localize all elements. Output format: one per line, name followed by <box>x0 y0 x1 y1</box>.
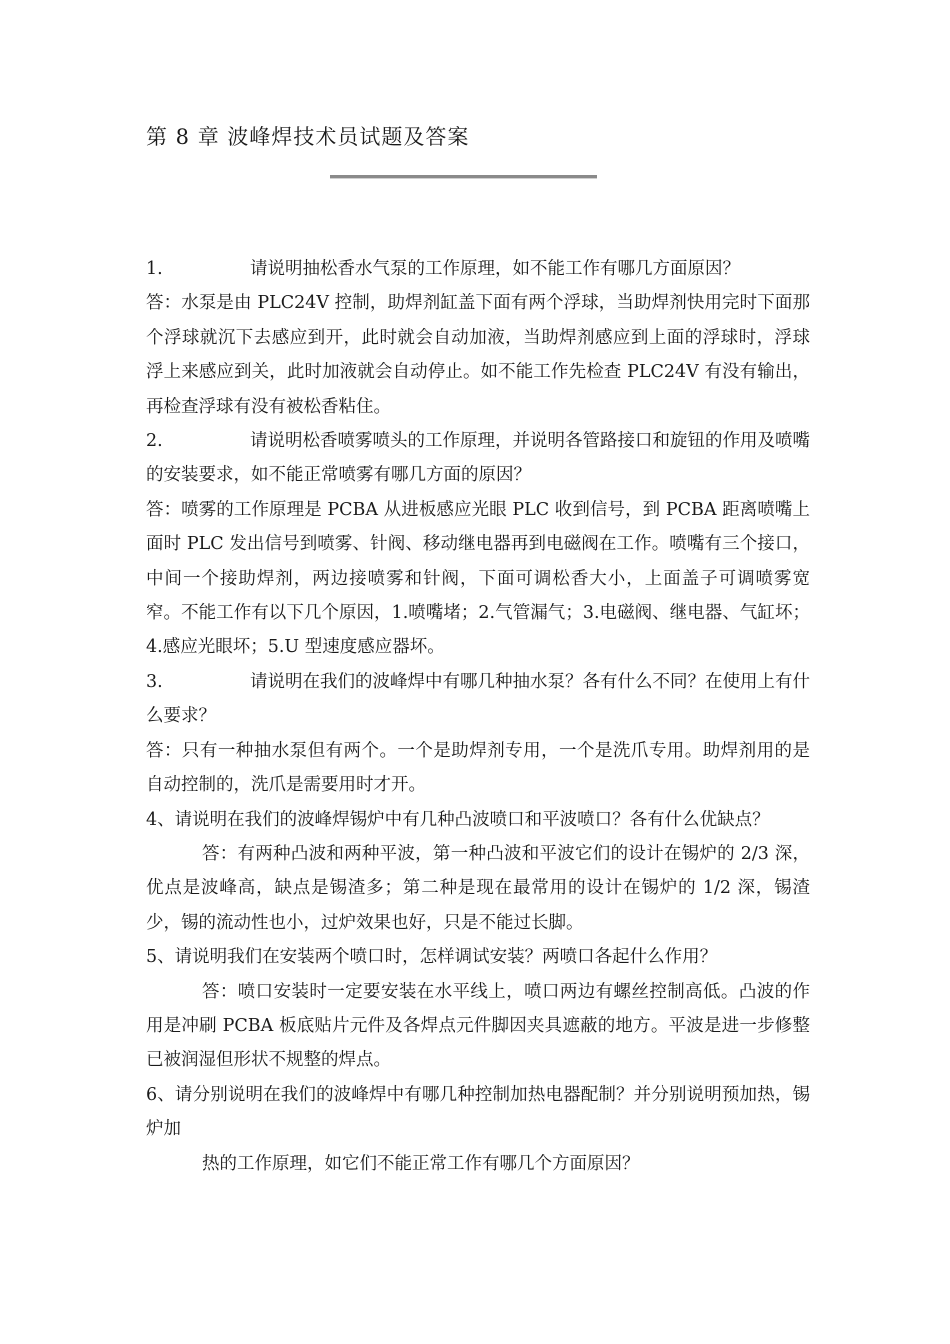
title-divider <box>330 175 597 179</box>
document-body <box>146 252 810 1181</box>
question-6: 6、请分别说明在我们的波峰焊中有哪几种控制加热电器配制？并分别说明预加热，锡炉加 <box>146 1084 810 1140</box>
question-2 <box>146 424 810 493</box>
answer-2: 答：喷雾的工作原理是 PCBA 从进板感应光眼 PLC 收到信号，到 PCBA 距离喷嘴上面时 PLC 发出信号到喷雾、针阀、移动继电器再到电磁阀在工作。喷嘴有三个接口，中间一个接助焊剂，两边接喷雾和针阀，下面可调松香大小，上面盖子可调喷雾宽窄。不能工作有以下几个原因，1.喷嘴堵；2.气管漏气；3.电磁阀、继电器、气缸坏；4.感应光眼坏；5.U 型速度感应器坏。 <box>146 499 810 658</box>
question-number: 2. <box>146 431 163 452</box>
answer-3: 答：只有一种抽水泵但有两个。一个是助焊剂专用，一个是洗爪专用。助焊剂用的是自动控制的，洗爪是需要用时才开。 <box>146 740 810 796</box>
question-1 <box>146 252 810 286</box>
answer-1: 答：水泵是由 PLC24V 控制，助焊剂缸盖下面有两个浮球，当助焊剂快用完时下面那个浮球就沉下去感应到开，此时就会自动加液，当助焊剂感应到上面的浮球时，浮球浮上来感应到关，此时加液就会自动停止。如不能工作先检查 PLC24V 有没有输出，再检查浮球有没有被松香粘住。 <box>146 293 810 417</box>
question-text: 请说明在我们的波峰焊中有哪几种抽水泵？各有什么不同？在使用上有什么要求？ <box>146 671 810 727</box>
question-text: 请说明抽松香水气泵的工作原理，如不能工作有哪几方面原因？ <box>250 259 740 279</box>
answer-4: 答：有两种凸波和两种平波，第一种凸波和平波它们的设计在锡炉的 2/3 深，优点是波峰高，缺点是锡渣多；第二种是现在最常用的设计在锡炉的 1/2 深，锡渣少，锡的流动性也小，过炉效果也好，只是不能过长脚。 <box>146 843 810 933</box>
page-title: 第 8 章 波峰焊技术员试题及答案 <box>146 125 470 149</box>
question-3 <box>146 665 810 734</box>
question-number: 3. <box>146 671 163 692</box>
question-text: 请说明松香喷雾喷头的工作原理，并说明各管路接口和旋钮的作用及喷嘴的安装要求，如不能正常喷雾有哪几方面的原因？ <box>146 431 810 486</box>
question-4: 4、请说明在我们的波峰焊锡炉中有几种凸波喷口和平波喷口？各有什么优缺点？ <box>146 809 770 830</box>
answer-5: 答：喷口安装时一定要安装在水平线上，喷口两边有螺丝控制高低。凸波的作用是冲刷 PCBA 板底贴片元件及各焊点元件脚因夹具遮蔽的地方。平波是进一步修整已被润湿但形状不规整的焊点。 <box>146 981 810 1071</box>
question-6-continued: 热的工作原理，如它们不能正常工作有哪几个方面原因？ <box>202 1153 640 1174</box>
question-number: 1. <box>146 259 163 279</box>
question-5: 5、请说明我们在安装两个喷口时，怎样调试安装？两喷口各起什么作用？ <box>146 947 718 968</box>
